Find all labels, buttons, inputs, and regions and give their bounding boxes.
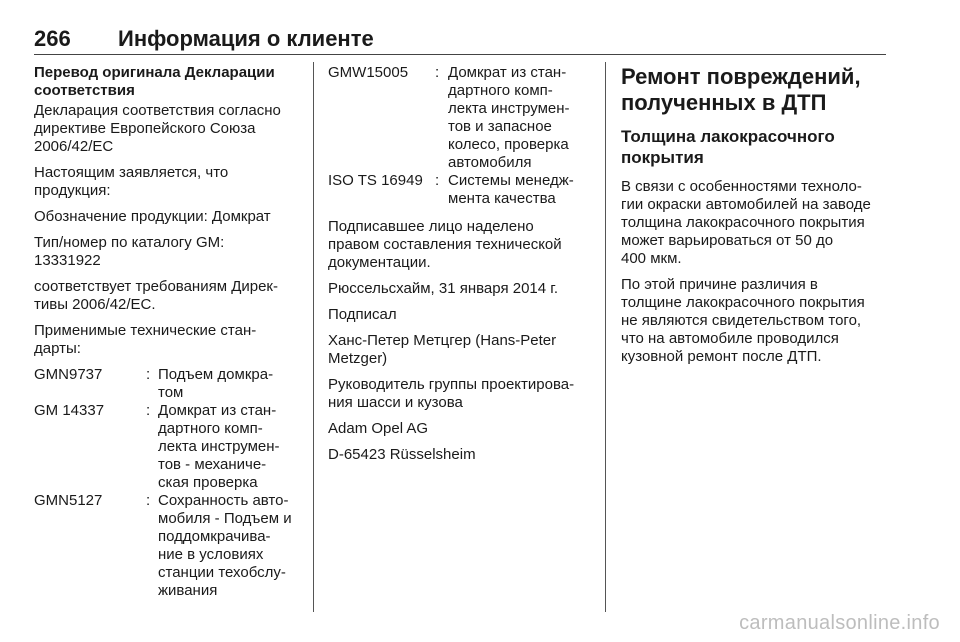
- declaration-paragraph: [34, 102, 306, 156]
- text-line: тов и запасное: [448, 118, 552, 135]
- place-and-date: [328, 280, 598, 298]
- text-line: покрытия: [621, 148, 704, 167]
- column-divider-1: [313, 62, 314, 612]
- text-line: лекта инструмен-: [448, 100, 570, 117]
- header-divider: [34, 54, 886, 55]
- text-line: Metzger): [328, 350, 388, 367]
- text-line: ская проверка: [158, 474, 258, 491]
- text-line: полученных в ДТП: [621, 90, 827, 115]
- standard-description: [158, 366, 306, 402]
- catalog-number: [34, 234, 306, 270]
- standard-code: GMW15005: [328, 64, 409, 81]
- text-line: толщине лакокрасочного покрытия: [621, 294, 865, 311]
- text-line: мента качества: [448, 190, 556, 207]
- column-2: [328, 64, 598, 472]
- declaration-heading: [34, 64, 306, 100]
- standard-row: [328, 64, 598, 172]
- standard-row: [34, 492, 306, 600]
- text-line: живания: [158, 582, 218, 599]
- text-line: Применимые технические стан-: [34, 322, 257, 339]
- text-line: Домкрат из стан-: [448, 64, 567, 81]
- standard-code: GMN5127: [34, 492, 103, 509]
- standard-description: [158, 402, 306, 492]
- text-line: соответствия: [34, 82, 135, 99]
- column-1: [34, 64, 306, 600]
- text-line: автомобиля: [448, 154, 532, 171]
- text-line: Обозначение продукции: Домкрат: [34, 208, 271, 225]
- column-divider-2: [605, 62, 606, 612]
- company-name: [328, 420, 598, 438]
- text-line: мобиля - Подъем и: [158, 510, 292, 527]
- signed-label: [328, 306, 598, 324]
- section-heading: [621, 64, 891, 116]
- standard-code: GMN9737: [34, 366, 103, 383]
- text-line: тов - механиче-: [158, 456, 267, 473]
- text-line: Домкрат из стан-: [158, 402, 277, 419]
- paint-thickness-paragraph: [621, 276, 891, 366]
- signatory-position: [328, 376, 598, 412]
- text-line: не являются свидетельством того,: [621, 312, 862, 329]
- text-line: D-65423 Rüsselsheim: [328, 446, 476, 463]
- page-number: 266: [34, 26, 71, 51]
- subsection-heading: [621, 126, 891, 168]
- standard-description: [448, 64, 598, 172]
- standard-code: ISO TS 16949: [328, 172, 423, 189]
- text-line: гии окраски автомобилей на заводе: [621, 196, 871, 213]
- text-line: Настоящим заявляется, что: [34, 164, 229, 181]
- standards-intro: [34, 322, 306, 358]
- text-line: соответствует требованиям Дирек-: [34, 278, 278, 295]
- text-line: может варьироваться от 50 до: [621, 232, 834, 249]
- text-line: Рюссельсхайм, 31 января 2014 г.: [328, 280, 559, 297]
- text-line: ния шасси и кузова: [328, 394, 463, 411]
- text-line: лекта инструмен-: [158, 438, 280, 455]
- text-line: том: [158, 384, 184, 401]
- text-line: станции техобслу-: [158, 564, 286, 581]
- standard-code: GM 14337: [34, 402, 105, 419]
- standard-colon: :: [146, 492, 151, 509]
- standards-list: [34, 366, 306, 600]
- standard-row: [34, 402, 306, 492]
- standard-row: [34, 366, 306, 402]
- text-line: В связи с особенностями техноло-: [621, 178, 862, 195]
- text-line: Ремонт повреждений,: [621, 64, 861, 89]
- text-line: директиве Европейского Союза: [34, 120, 256, 137]
- column-3: [621, 64, 891, 374]
- text-line: Системы менедж-: [448, 172, 574, 189]
- standard-colon: :: [435, 172, 440, 189]
- text-line: Тип/номер по каталогу GM:: [34, 234, 225, 251]
- text-line: дартного комп-: [158, 420, 263, 437]
- text-line: Перевод оригинала Декларации: [34, 64, 275, 81]
- text-line: 2006/42/EC: [34, 138, 114, 155]
- text-line: документации.: [328, 254, 431, 271]
- text-line: толщина лакокрасочного покрытия: [621, 214, 865, 231]
- standard-description: [448, 172, 598, 208]
- page-title: Информация о клиенте: [118, 26, 374, 51]
- text-line: Подписавшее лицо наделено: [328, 218, 534, 235]
- text-line: 400 мкм.: [621, 250, 682, 267]
- text-line: Ханс-Петер Метцгер (Hans-Peter: [328, 332, 557, 349]
- text-line: поддомкрачива-: [158, 528, 271, 545]
- text-line: ние в условиях: [158, 546, 264, 563]
- signatory-authority: [328, 218, 598, 272]
- standard-row: [328, 172, 598, 208]
- text-line: дарты:: [34, 340, 81, 357]
- product-designation: [34, 208, 306, 226]
- text-line: колесо, проверка: [448, 136, 569, 153]
- standard-description: [158, 492, 306, 600]
- signatory-name: [328, 332, 598, 368]
- text-line: продукция:: [34, 182, 111, 199]
- text-line: правом составления технической: [328, 236, 562, 253]
- standard-colon: :: [146, 366, 151, 383]
- text-line: Подъем домкра-: [158, 366, 274, 383]
- text-line: Подписал: [328, 306, 397, 323]
- watermark: carmanualsonline.info: [739, 612, 940, 634]
- text-line: Adam Opel AG: [328, 420, 429, 437]
- text-line: По этой причине различия в: [621, 276, 818, 293]
- text-line: что на автомобиле проводился: [621, 330, 839, 347]
- text-line: Сохранность авто-: [158, 492, 289, 509]
- text-line: Руководитель группы проектирова-: [328, 376, 575, 393]
- standard-colon: :: [435, 64, 440, 81]
- text-line: кузовной ремонт после ДТП.: [621, 348, 822, 365]
- paint-thickness-paragraph: [621, 178, 891, 268]
- declaration-paragraph: [34, 164, 306, 200]
- standard-colon: :: [146, 402, 151, 419]
- standards-list: [328, 64, 598, 208]
- declaration-paragraph: [34, 278, 306, 314]
- text-line: дартного комп-: [448, 82, 553, 99]
- text-line: Декларация соответствия согласно: [34, 102, 281, 119]
- text-line: тивы 2006/42/EC.: [34, 296, 156, 313]
- text-line: Толщина лакокрасочного: [621, 127, 835, 146]
- company-address: [328, 446, 598, 464]
- page-header: [34, 26, 886, 52]
- text-line: 13331922: [34, 252, 101, 269]
